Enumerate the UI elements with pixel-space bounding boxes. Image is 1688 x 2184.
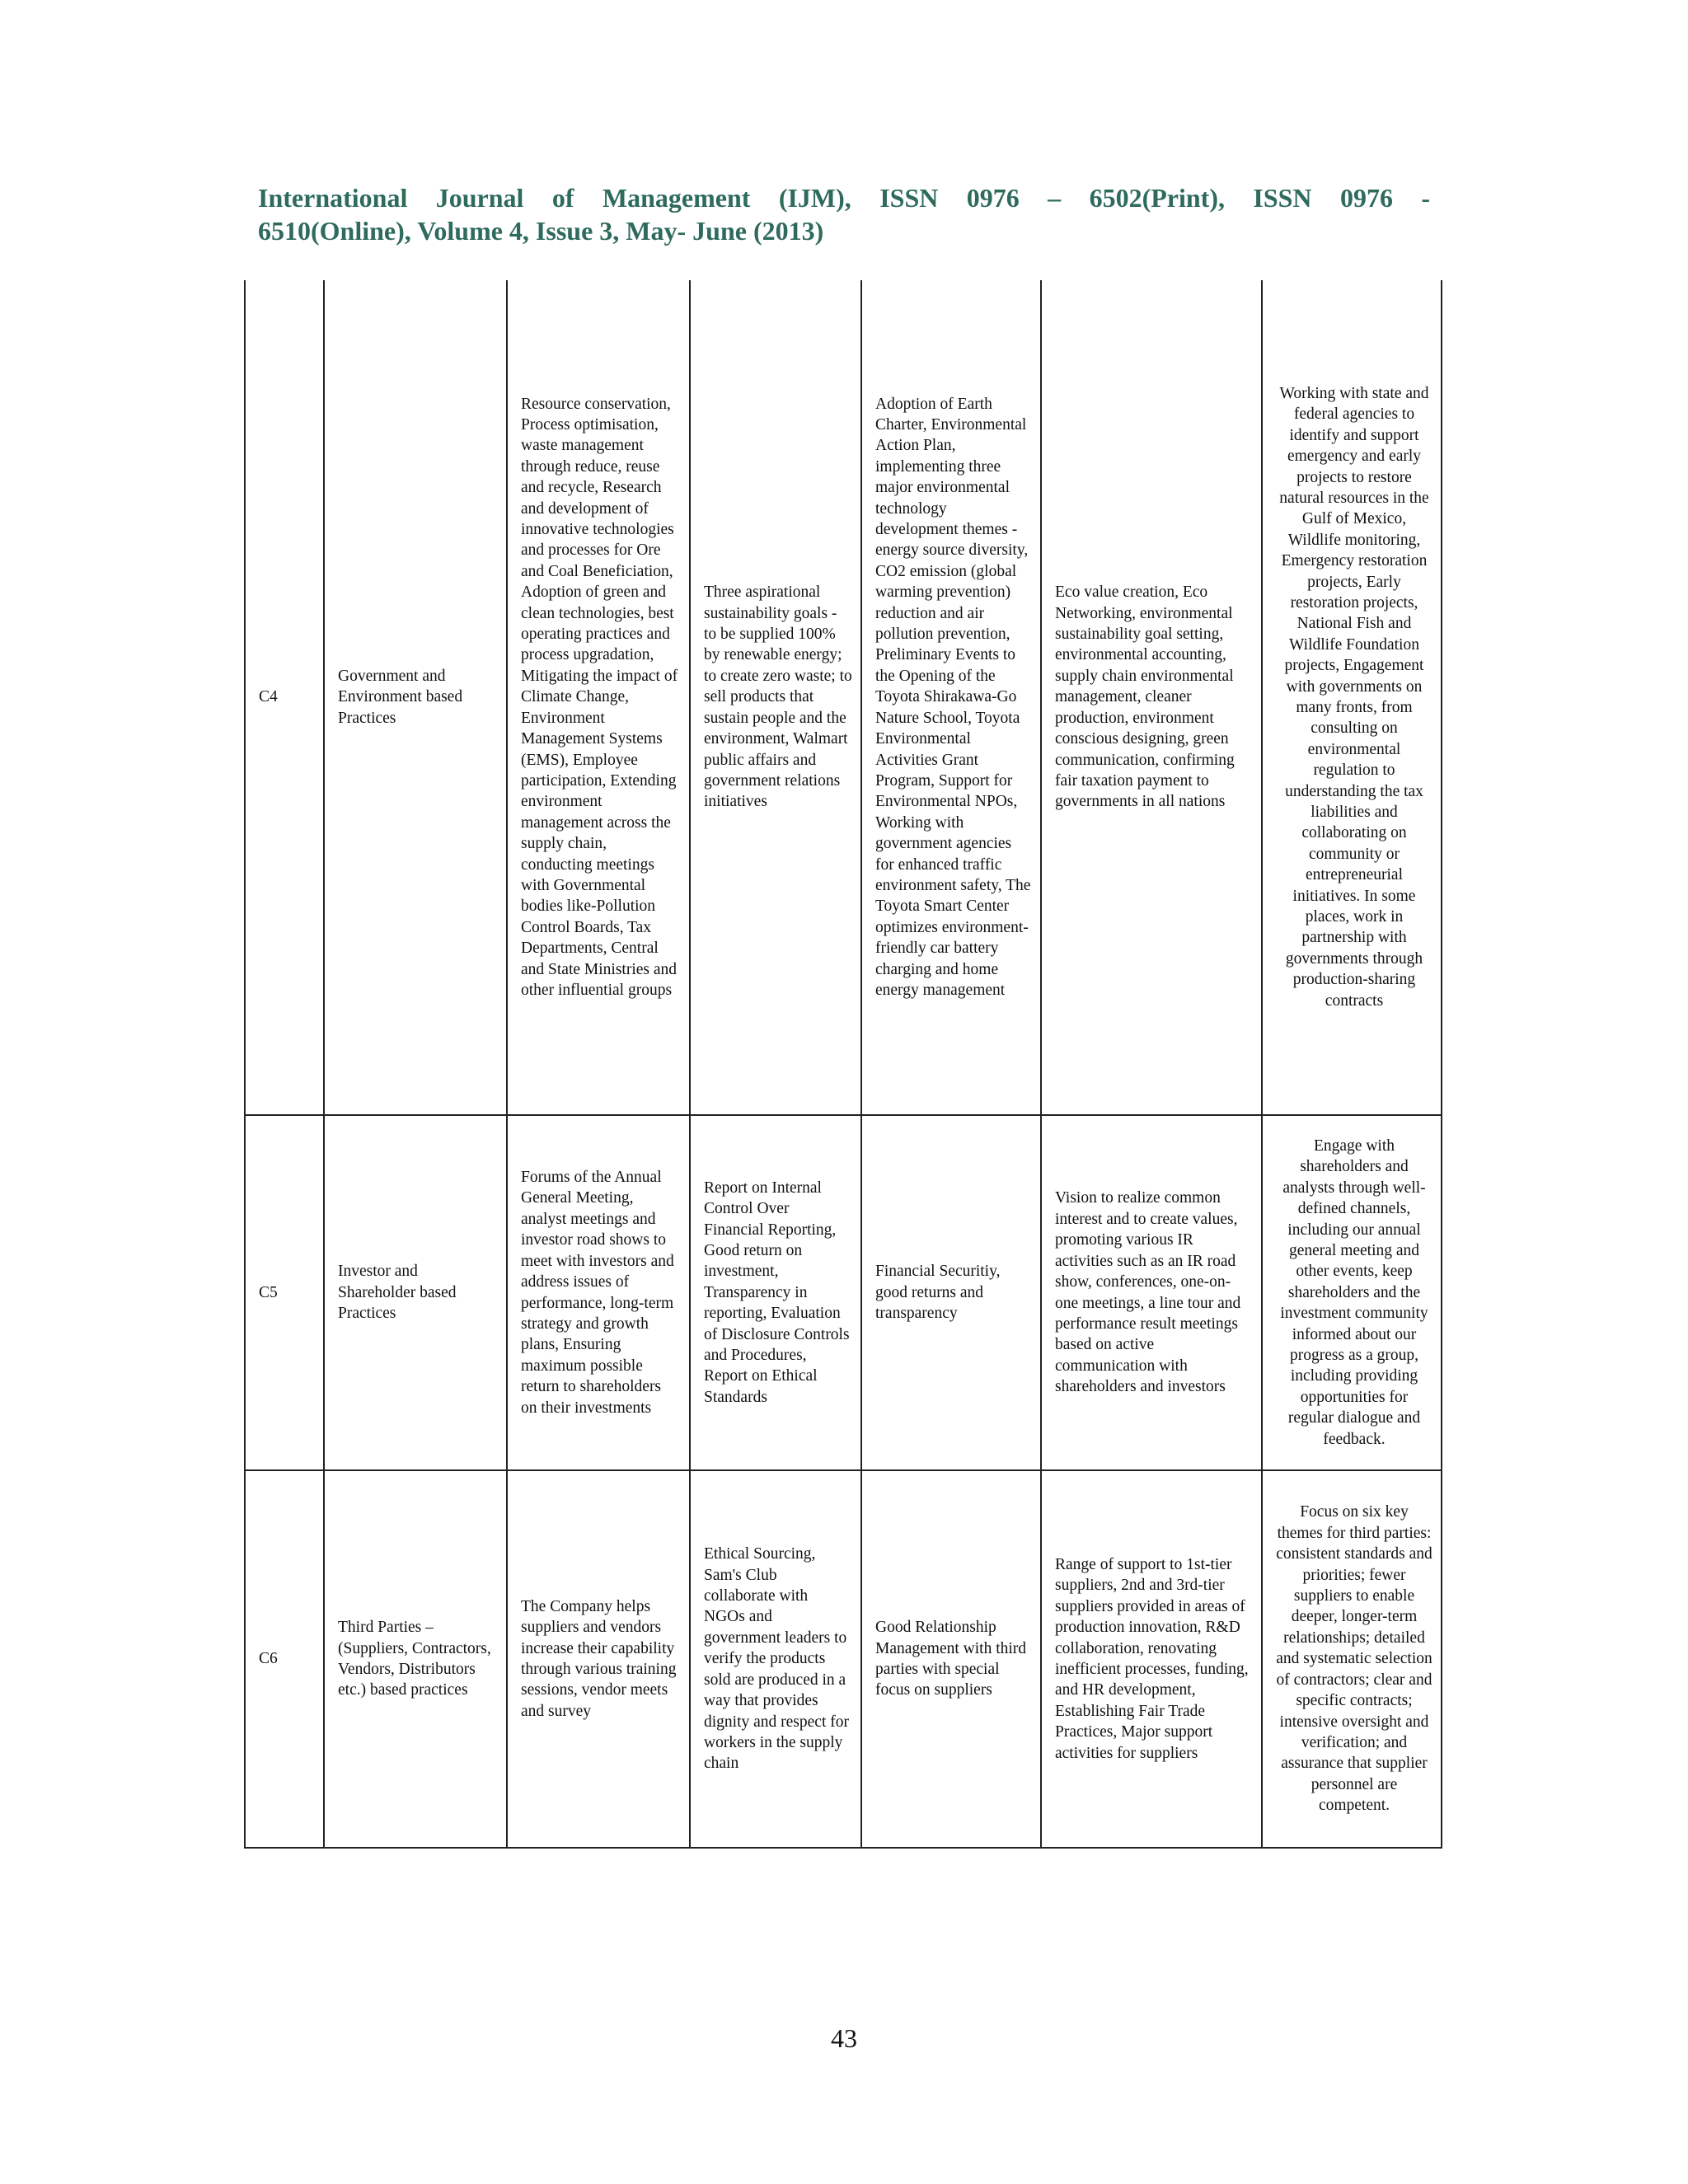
row-category: Third Parties – (Suppliers, Contractors, Vendors, Distributors etc.) based practices: [324, 1470, 507, 1848]
table-cell: Three aspirational sustainability goals - to be supplied 100% by renewable energy; to create zero waste; to sell products that sustain people and the environment, Walmart public affairs and government relations initiatives: [690, 280, 861, 1115]
row-category: Investor and Shareholder based Practices: [324, 1115, 507, 1470]
table-cell: Good Relationship Management with third parties with special focus on suppliers: [861, 1470, 1041, 1848]
table-row: [245, 1115, 1442, 1470]
table-cell: Range of support to 1st-tier suppliers, 2nd and 3rd-tier suppliers provided in areas of production innovation, R&D collaboration, renovating inefficient processes, funding, and HR development, Establishing Fair Trade Practices, Major support activities for suppliers: [1041, 1470, 1262, 1848]
table-cell: Vision to realize common interest and to create values, promoting various IR activities such as an IR road show, conferences, one-on-one meetings, a line tour and performance result meetings based on active communication with shareholders and investors: [1041, 1115, 1262, 1470]
row-code: C5: [245, 1115, 324, 1470]
journal-header-line-1: International Journal of Management (IJM), ISSN 0976 – 6502(Print), ISSN 0976 -: [258, 183, 1430, 213]
table-cell: The Company helps suppliers and vendors increase their capability through various training sessions, vendor meets and survey: [507, 1470, 690, 1848]
practices-table: [244, 280, 1442, 1849]
row-category: Government and Environment based Practices: [324, 280, 507, 1115]
journal-header-line-2: 6510(Online), Volume 4, Issue 3, May- June (2013): [258, 216, 824, 246]
journal-header: [258, 181, 1430, 247]
row-code: C6: [245, 1470, 324, 1848]
page-number: 43: [831, 2023, 857, 2053]
table-cell: Adoption of Earth Charter, Environmental Action Plan, implementing three major environmental technology development themes - energy source diversity, CO2 emission (global warming prevention) reduction and air pollution prevention, Preliminary Events to the Opening of the Toyota Shirakawa-Go Nature School, Toyota Environmental Activities Grant Program, Support for Environmental NPOs, Working with government agencies for enhanced traffic environment safety, The Toyota Smart Center optimizes environment-friendly car battery charging and home energy management: [861, 280, 1041, 1115]
table-cell: Resource conservation, Process optimisation, waste management through reduce, reuse and recycle, Research and development of innovative technologies and processes for Ore and Coal Beneficiation, Adoption of green and clean technologies, best operating practices and process upgradation, Mitigating the impact of Climate Change, Environment Management Systems (EMS), Employee participation, Extending environment management across the supply chain, conducting meetings with Governmental bodies like-Pollution Control Boards, Tax Departments, Central and State Ministries and other influential groups: [507, 280, 690, 1115]
table-cell: Financial Securitiy, good returns and transparency: [861, 1115, 1041, 1470]
table-cell: Forums of the Annual General Meeting, analyst meetings and investor road shows to meet with investors and address issues of performance, long-term strategy and growth plans, Ensuring maximum possible return to shareholders on their investments: [507, 1115, 690, 1470]
row-code: C4: [245, 280, 324, 1115]
table-cell: Eco value creation, Eco Networking, environmental sustainability goal setting, environmental accounting, supply chain environmental management, cleaner production, environment conscious designing, green communication, confirming fair taxation payment to governments in all nations: [1041, 280, 1262, 1115]
table-row: [245, 280, 1442, 1115]
table-cell: Focus on six key themes for third parties: consistent standards and priorities; fewer suppliers to enable deeper, longer-term relationships; detailed and systematic selection of contractors; clear and specific contracts; intensive oversight and verification; and assurance that supplier personnel are competent.: [1262, 1470, 1442, 1848]
table-row: [245, 1470, 1442, 1848]
table-cell: Ethical Sourcing, Sam's Club collaborate with NGOs and government leaders to verify the products sold are produced in a way that provides dignity and respect for workers in the supply chain: [690, 1470, 861, 1848]
table-cell: Working with state and federal agencies to identify and support emergency and early projects to restore natural resources in the Gulf of Mexico, Wildlife monitoring, Emergency restoration projects, Early restoration projects, National Fish and Wildlife Foundation projects, Engagement with governments on many fronts, from consulting on environmental regulation to understanding the tax liabilities and collaborating on community or entrepreneurial initiatives. In some places, work in partnership with governments through production-sharing contracts: [1262, 280, 1442, 1115]
table-cell: Engage with shareholders and analysts through well-defined channels, including our annual general meeting and other events, keep shareholders and the investment community informed about our progress as a group, including providing opportunities for regular dialogue and feedback.: [1262, 1115, 1442, 1470]
table-cell: Report on Internal Control Over Financial Reporting, Good return on investment, Transparency in reporting, Evaluation of Disclosure Controls and Procedures, Report on Ethical Standards: [690, 1115, 861, 1470]
